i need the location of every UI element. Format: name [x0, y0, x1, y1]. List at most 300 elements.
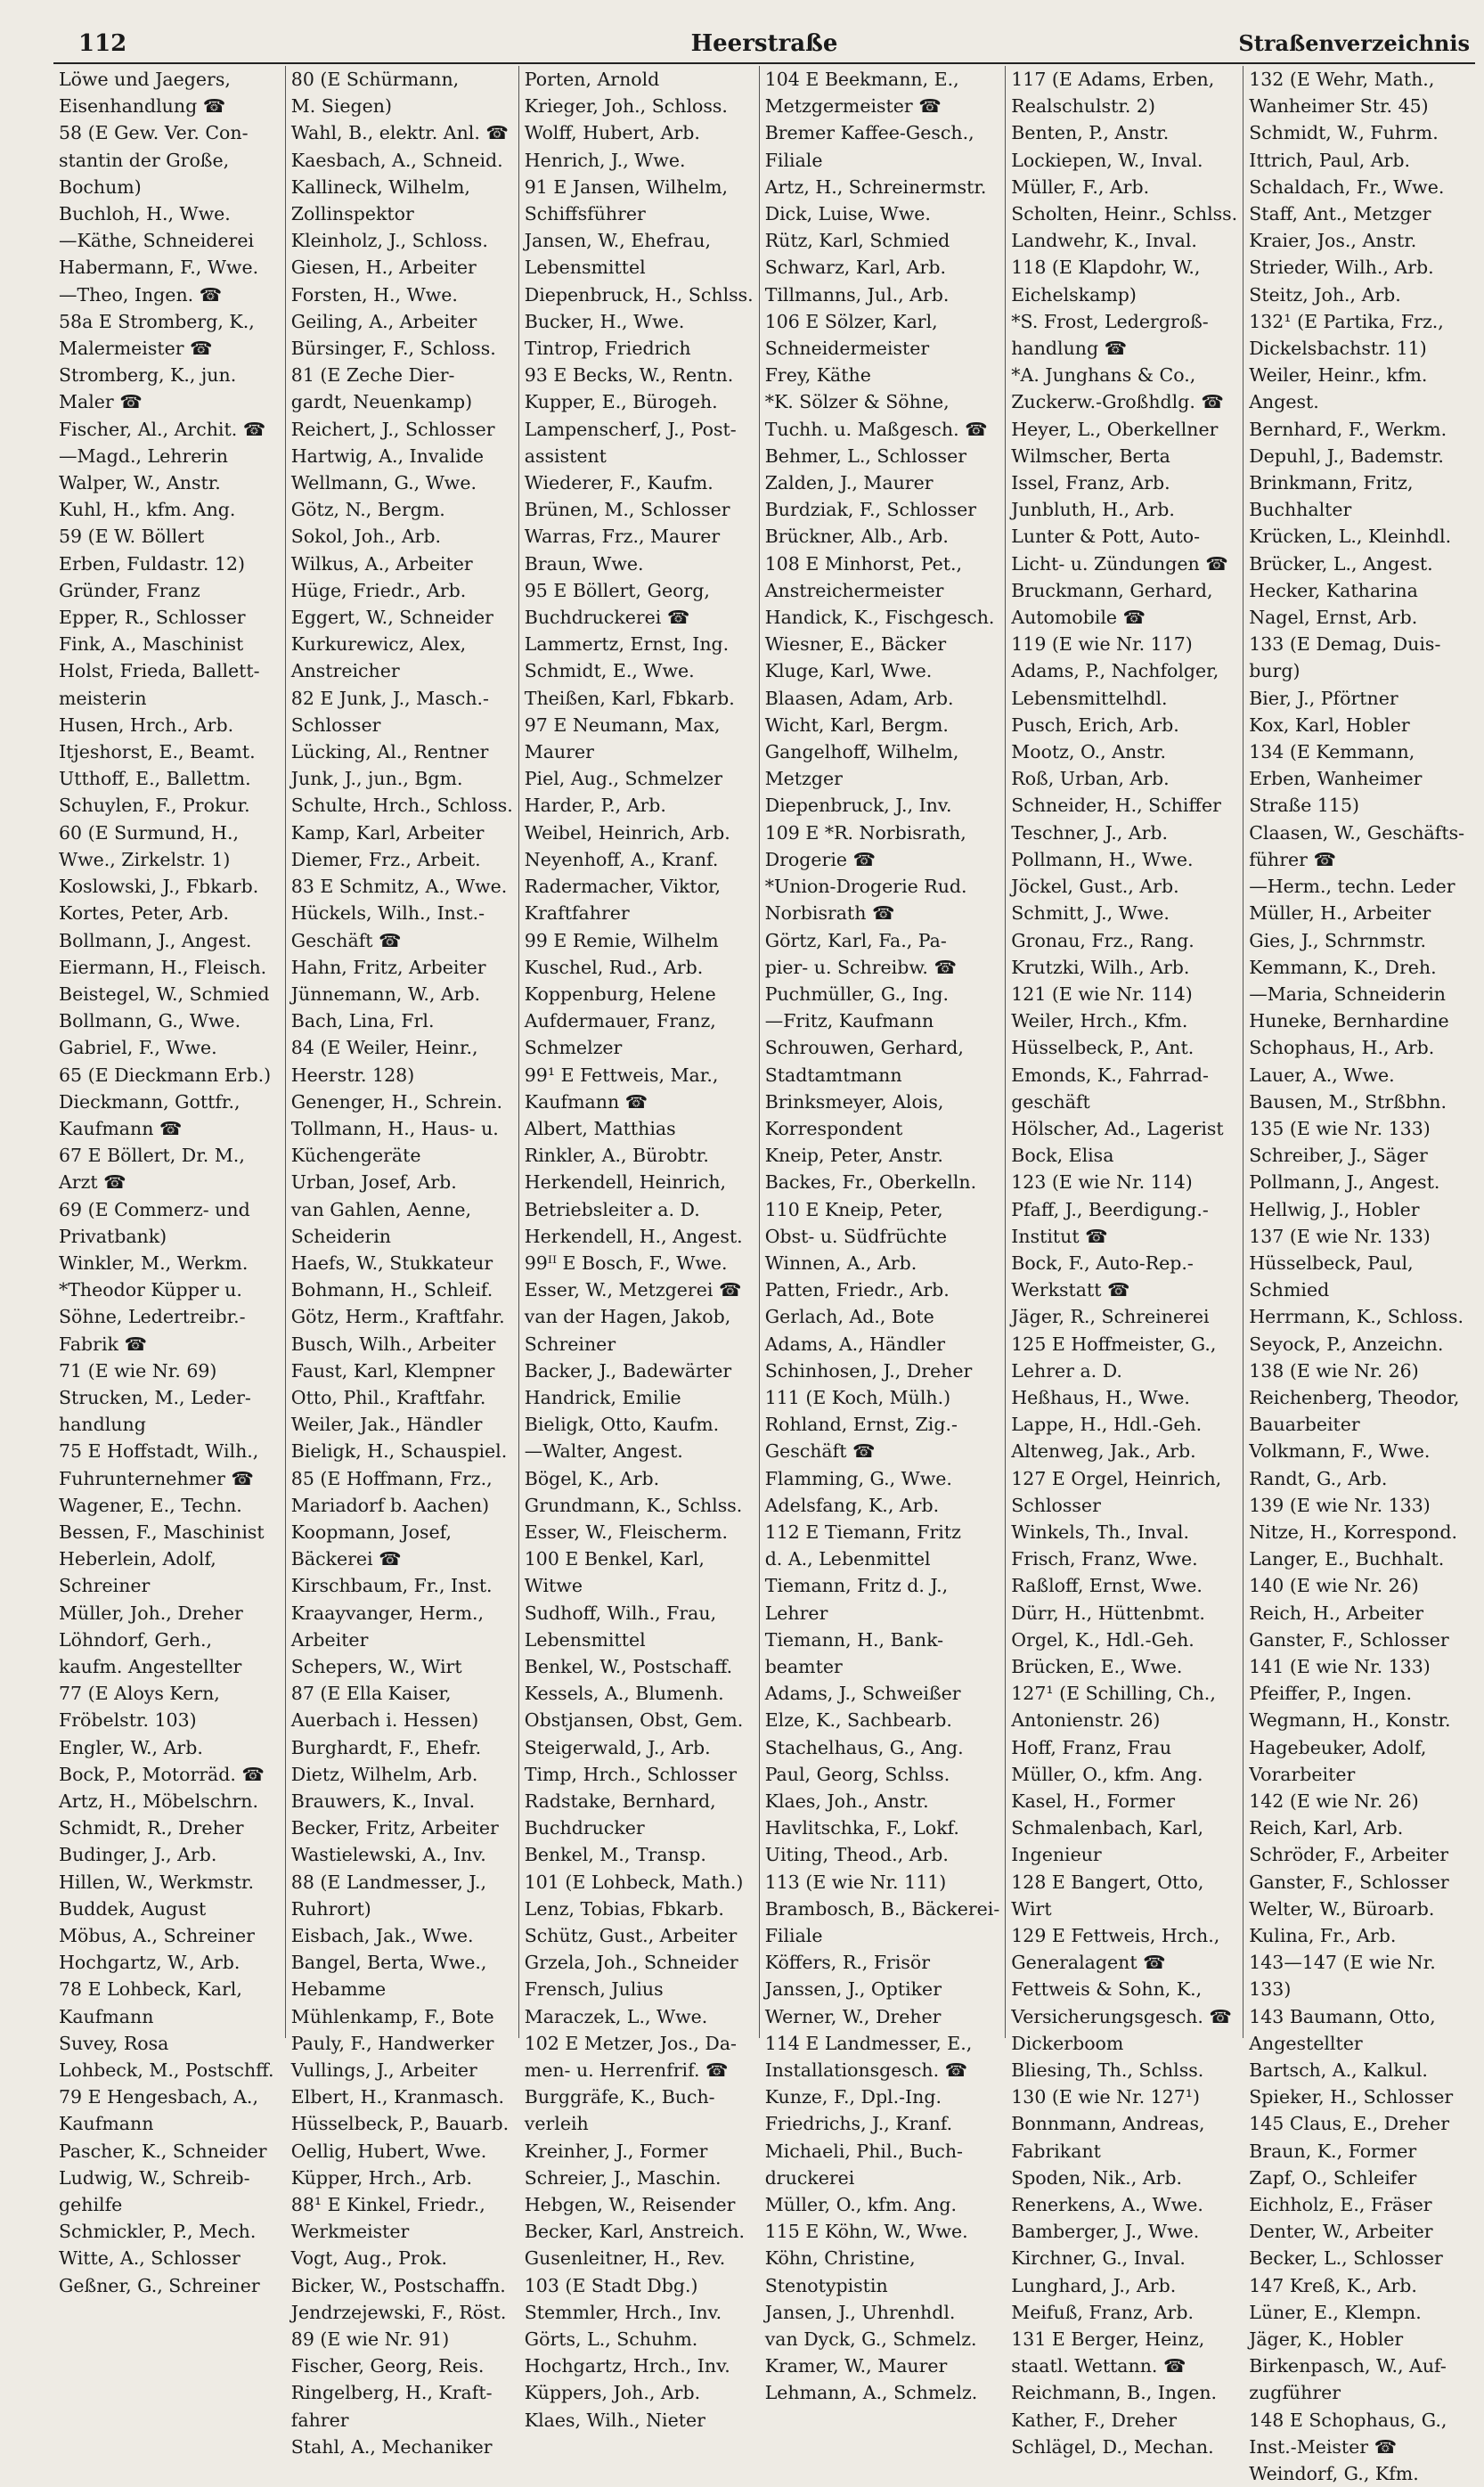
directory-entry: Becker, L., Schlosser: [1249, 2247, 1443, 2270]
directory-entry: zugführer: [1249, 2382, 1341, 2404]
directory-entry: d. A., Lebenmittel: [764, 1548, 931, 1570]
directory-entry: 99 E Remie, Wilhelm: [524, 929, 719, 951]
directory-entry: Generalagent ☎: [1011, 1952, 1166, 1974]
directory-entry: Suvey, Rosa: [59, 2032, 169, 2054]
directory-entry: 101 (E Lohbeck, Math.): [524, 1871, 744, 1893]
directory-entry: Henrich, J., Wwe.: [524, 149, 686, 171]
directory-entry: Seyock, P., Anzeichn.: [1249, 1333, 1444, 1355]
directory-entry: Neyenhoff, A., Kranf.: [524, 848, 719, 870]
directory-entry: Witwe: [524, 1575, 583, 1597]
directory-entry: Walper, W., Anstr.: [59, 472, 221, 494]
directory-entry: 139 (E wie Nr. 133): [1249, 1494, 1431, 1516]
directory-entry: Görtz, Karl, Fa., Pa-: [764, 929, 947, 951]
directory-entry: 106 E Sölzer, Karl,: [764, 310, 938, 332]
directory-entry: 113 (E wie Nr. 111): [764, 1871, 947, 1893]
directory-entry: Radstake, Bernhard,: [524, 1790, 716, 1812]
directory-entry: Stemmler, Hrch., Inv.: [524, 2301, 722, 2323]
directory-entry: Reich, Karl, Arb.: [1249, 1817, 1404, 1839]
directory-entry: 143 Baumann, Otto,: [1249, 2005, 1436, 2027]
directory-entry: Fischer, Georg, Reis.: [290, 2355, 485, 2377]
directory-entry: Frisch, Franz, Wwe.: [1011, 1548, 1198, 1570]
directory-entry: Pollmann, H., Wwe.: [1011, 848, 1194, 870]
directory-entry: Epper, R., Schlosser: [59, 607, 246, 629]
directory-entry: Kuhl, H., kfm. Ang.: [59, 499, 236, 521]
directory-entry: Betriebsleiter a. D.: [524, 1198, 700, 1220]
directory-entry: Löwe und Jaegers,: [59, 69, 231, 90]
directory-entry: Hahn, Fritz, Arbeiter: [290, 956, 486, 978]
directory-entry: Tintrop, Friedrich: [524, 338, 691, 360]
directory-entry: Schrouwen, Gerhard,: [764, 1037, 964, 1059]
directory-entry: 99ᴵᴵ E Bosch, F., Wwe.: [524, 1252, 728, 1274]
directory-entry: Schreiner: [59, 1575, 151, 1597]
directory-entry: Tiemann, H., Bank-: [764, 1628, 944, 1651]
directory-entry: 109 E *R. Norbisrath,: [764, 821, 966, 844]
directory-entry: 65 (E Dieckmann Erb.): [59, 1064, 272, 1086]
directory-entry: Malermeister ☎: [59, 338, 213, 360]
directory-entry: Schaldach, Fr., Wwe.: [1249, 175, 1445, 198]
directory-entry: stantin der Große,: [59, 149, 230, 171]
directory-entry: Eisenhandlung ☎: [59, 95, 226, 118]
directory-entry: 112 E Tiemann, Fritz: [764, 1521, 961, 1543]
column-1: [53, 66, 286, 2296]
directory-entry: Oellig, Hubert, Wwe.: [290, 2140, 487, 2162]
directory-entry: Bock, P., Motorräd. ☎: [59, 1763, 265, 1785]
directory-entry: Handrick, Emilie: [524, 1386, 681, 1408]
directory-entry: Söhne, Ledertreibr.-: [59, 1306, 246, 1328]
directory-entry: Bernhard, F., Werkm.: [1249, 418, 1447, 440]
directory-entry: Husen, Hrch., Arb.: [59, 713, 234, 736]
directory-entry: Wwe., Zirkelstr. 1): [59, 848, 231, 870]
directory-entry: M. Siegen): [290, 95, 392, 118]
directory-entry: Arbeiter: [290, 1628, 369, 1651]
directory-entry: Fettweis & Sohn, K.,: [1011, 1978, 1203, 2001]
directory-entry: Tuchh. u. Maßgesch. ☎: [764, 418, 988, 440]
directory-entry: 138 (E wie Nr. 26): [1249, 1359, 1419, 1382]
directory-entry: 137 (E wie Nr. 133): [1249, 1225, 1431, 1247]
column-6: [1243, 66, 1475, 2485]
directory-entry: Bonnmann, Andreas,: [1011, 2113, 1205, 2135]
directory-entry: Haefs, W., Stukkateur: [290, 1252, 493, 1274]
directory-entry: Heerstr. 128): [290, 1064, 415, 1086]
directory-entry: Tiemann, Fritz d. J.,: [764, 1575, 949, 1597]
page-title: Heerstraße: [690, 30, 838, 57]
directory-entry: Adams, P., Nachfolger,: [1011, 660, 1219, 682]
directory-entry: 60 (E Surmund, H.,: [59, 821, 240, 844]
directory-entry: Sokol, Joh., Arb.: [290, 526, 442, 548]
directory-entry: Sudhoff, Wilh., Frau,: [524, 1602, 717, 1624]
directory-entry: Strieder, Wilh., Arb.: [1249, 257, 1434, 279]
directory-entry: Drogerie ☎: [764, 848, 877, 870]
directory-entry: 130 (E wie Nr. 127¹): [1011, 2086, 1201, 2108]
directory-entry: Pascher, K., Schneider: [59, 2140, 267, 2162]
directory-entry: Schreiner: [524, 1333, 616, 1355]
directory-entry: Diepenbruck, J., Inv.: [764, 795, 952, 817]
directory-entry: Hebgen, W., Reisender: [524, 2194, 736, 2216]
directory-entry: Zollinspektor: [290, 203, 414, 225]
directory-entry: geschäft: [1011, 1090, 1090, 1113]
directory-entry: Kemmann, K., Dreh.: [1249, 956, 1437, 978]
directory-entry: Stadtamtmann: [764, 1064, 902, 1086]
directory-entry: Diepenbruck, H., Schlss.: [524, 283, 754, 306]
directory-entry: Metzger: [764, 768, 843, 790]
directory-entry: Kurkurewicz, Alex,: [290, 633, 467, 656]
directory-entry: 118 (E Klapdohr, W.,: [1011, 257, 1201, 279]
directory-entry: Kortes, Peter, Arb.: [59, 902, 230, 925]
directory-entry: —Magd., Lehrerin: [59, 444, 228, 467]
directory-entry: Gronau, Frz., Rang.: [1011, 929, 1195, 951]
directory-entry: Mühlenkamp, F., Bote: [290, 2005, 494, 2027]
directory-entry: Heyer, L., Oberkellner: [1011, 418, 1219, 440]
directory-entry: 81 (E Zeche Dier-: [290, 364, 455, 387]
directory-entry: Bohmann, H., Schleif.: [290, 1279, 493, 1301]
directory-entry: 99¹ E Fettweis, Mar.,: [524, 1064, 719, 1086]
directory-entry: meisterin: [59, 687, 147, 709]
directory-entry: Bartsch, A., Kalkul.: [1249, 2059, 1428, 2082]
directory-entry: Herkendell, H., Angest.: [524, 1225, 743, 1247]
directory-entry: Diemer, Frz., Arbeit.: [290, 848, 481, 870]
directory-entry: Lappe, H., Hdl.-Geh.: [1011, 1414, 1203, 1436]
directory-entry: Müller, H., Arbeiter: [1249, 902, 1431, 925]
directory-entry: 75 E Hoffstadt, Wilh.,: [59, 1440, 259, 1463]
column-2: [286, 66, 519, 2458]
directory-entry: Obstjansen, Obst, Gem.: [524, 1709, 744, 1732]
directory-entry: 115 E Köhn, W., Wwe.: [764, 2221, 968, 2243]
directory-entry: Backes, Fr., Oberkelln.: [764, 1171, 977, 1194]
directory-entry: 117 (E Adams, Erben,: [1011, 69, 1215, 90]
directory-entry: Birkenpasch, W., Auf-: [1249, 2355, 1447, 2377]
directory-entry: handlung ☎: [1011, 338, 1128, 360]
directory-entry: 133): [1249, 1978, 1292, 2001]
directory-entry: Mootz, O., Anstr.: [1011, 741, 1166, 763]
directory-entry: Buchhalter: [1249, 499, 1352, 521]
directory-entry: Renerkens, A., Wwe.: [1011, 2194, 1203, 2216]
directory-entry: Burggräfe, K., Buch-: [524, 2086, 715, 2108]
directory-entry: pier- u. Schreibw. ☎: [764, 956, 957, 978]
directory-entry: 127 E Orgel, Heinrich,: [1011, 1467, 1222, 1489]
directory-entry: Kluge, Karl, Wwe.: [764, 660, 933, 682]
directory-entry: Hochgartz, W., Arb.: [59, 1952, 241, 1974]
directory-entry: kaufm. Angestellter: [59, 1655, 242, 1677]
directory-entry: Becker, Karl, Anstreich.: [524, 2221, 745, 2243]
directory-entry: 100 E Benkel, Karl,: [524, 1548, 705, 1570]
directory-entry: Gangelhoff, Wilhelm,: [764, 741, 959, 763]
directory-entry: Artz, H., Schreinermstr.: [764, 175, 987, 198]
directory-entry: Anstreicher: [290, 660, 400, 682]
directory-columns: [53, 66, 1475, 2485]
directory-entry: staatl. Wettann. ☎: [1011, 2355, 1186, 2377]
directory-entry: 147 Kreß, K., Arb.: [1249, 2274, 1417, 2296]
page-header: [53, 27, 1475, 64]
directory-entry: Volkmann, F., Wwe.: [1249, 1440, 1431, 1463]
directory-entry: Jäger, R., Schreinerei: [1011, 1306, 1210, 1328]
directory-entry: —Fritz, Kaufmann: [764, 1010, 934, 1032]
directory-entry: Hagebeuker, Adolf,: [1249, 1736, 1427, 1758]
directory-entry: Grzela, Joh., Schneider: [524, 1952, 738, 1974]
directory-entry: Reichert, J., Schlosser: [290, 418, 495, 440]
directory-entry: Brinkmann, Fritz,: [1249, 472, 1414, 494]
directory-entry: Geiling, A., Arbeiter: [290, 310, 477, 332]
directory-entry: Langer, E., Buchhalt.: [1249, 1548, 1445, 1570]
directory-entry: Becker, Fritz, Arbeiter: [290, 1817, 499, 1839]
directory-entry: Hückels, Wilh., Inst.-: [290, 902, 485, 925]
directory-entry: Brückner, Alb., Arb.: [764, 526, 949, 548]
directory-entry: Pfeiffer, P., Ingen.: [1249, 1683, 1413, 1705]
directory-entry: Versicherungsgesch. ☎: [1011, 2005, 1232, 2027]
directory-entry: Götz, N., Bergm.: [290, 499, 445, 521]
directory-entry: Lammertz, Ernst, Ing.: [524, 633, 730, 656]
directory-entry: Mariadorf b. Aachen): [290, 1494, 490, 1516]
directory-entry: Schophaus, H., Arb.: [1249, 1037, 1435, 1059]
directory-entry: Schuylen, F., Prokur.: [59, 795, 250, 817]
directory-entry: Lenz, Tobias, Fbkarb.: [524, 1897, 724, 1920]
directory-entry: Vogt, Aug., Prok.: [290, 2247, 447, 2270]
directory-entry: Angestellter: [1249, 2032, 1363, 2054]
directory-entry: Kunze, F., Dpl.-Ing.: [764, 2086, 942, 2108]
directory-entry: Jäger, K., Hobler: [1249, 2328, 1404, 2351]
directory-entry: 58 (E Gew. Ver. Con-: [59, 122, 249, 144]
directory-entry: Holst, Frieda, Ballett-: [59, 660, 260, 682]
directory-entry: Esser, W., Fleischerm.: [524, 1521, 729, 1543]
directory-entry: Krücken, L., Kleinhdl.: [1249, 526, 1452, 548]
directory-entry: Schmitt, J., Wwe.: [1011, 902, 1170, 925]
directory-entry: Strucken, M., Leder-: [59, 1386, 251, 1408]
directory-entry: Korrespondent: [764, 1117, 903, 1139]
directory-entry: 79 E Hengesbach, A.,: [59, 2086, 258, 2108]
directory-entry: Wahl, B., elektr. Anl. ☎: [290, 122, 509, 144]
directory-entry: Meifuß, Franz, Arb.: [1011, 2301, 1194, 2323]
directory-entry: Rinkler, A., Bürobtr.: [524, 1145, 709, 1167]
directory-entry: Dickelsbachstr. 11): [1249, 338, 1427, 360]
directory-entry: Ruhrort): [290, 1897, 371, 1920]
directory-entry: Landwehr, K., Inval.: [1011, 230, 1197, 252]
directory-entry: Steigerwald, J., Arb.: [524, 1736, 711, 1758]
directory-entry: 87 (E Ella Kaiser,: [290, 1683, 452, 1705]
directory-entry: Kather, F., Dreher: [1011, 2409, 1178, 2431]
directory-entry: Urban, Josef, Arb.: [290, 1171, 457, 1194]
directory-entry: Klaes, Joh., Anstr.: [764, 1790, 929, 1812]
directory-entry: 134 (E Kemmann,: [1249, 741, 1415, 763]
directory-entry: Heberlein, Adolf,: [59, 1548, 216, 1570]
directory-entry: 132¹ (E Partika, Frz.,: [1249, 310, 1444, 332]
directory-entry: *S. Frost, Ledergroß-: [1011, 310, 1209, 332]
directory-entry: 84 (E Weiler, Heinr.,: [290, 1037, 478, 1059]
directory-entry: Hüsselbeck, P., Ant.: [1011, 1037, 1195, 1059]
directory-entry: *A. Junghans & Co.,: [1011, 364, 1196, 387]
directory-entry: Spoden, Nik., Arb.: [1011, 2166, 1182, 2189]
directory-entry: Reich, H., Arbeiter: [1249, 1602, 1424, 1624]
directory-entry: Eichholz, E., Fräser: [1249, 2194, 1432, 2216]
directory-entry: fahrer: [290, 2409, 349, 2431]
directory-entry: Eggert, W., Schneider: [290, 607, 493, 629]
directory-entry: —Walter, Angest.: [524, 1440, 683, 1463]
directory-entry: Kaesbach, A., Schneid.: [290, 149, 503, 171]
directory-entry: Stromberg, K., jun.: [59, 364, 237, 387]
directory-entry: van Dyck, G., Schmelz.: [764, 2328, 977, 2351]
directory-entry: Weindorf, G., Kfm.: [1249, 2463, 1419, 2485]
directory-entry: Artz, H., Möbelschrn.: [59, 1790, 258, 1812]
directory-entry: Bruckmann, Gerhard,: [1011, 579, 1213, 601]
directory-entry: Maurer: [524, 741, 594, 763]
directory-entry: 89 (E wie Nr. 91): [290, 2328, 450, 2351]
directory-entry: Patten, Friedr., Arb.: [764, 1279, 950, 1301]
directory-entry: Bieligk, Otto, Kaufm.: [524, 1414, 720, 1436]
directory-entry: 103 (E Stadt Dbg.): [524, 2274, 698, 2296]
directory-entry: Junbluth, H., Arb.: [1011, 499, 1175, 521]
directory-entry: Auerbach i. Hessen): [290, 1709, 479, 1732]
directory-entry: Burdziak, F., Schlosser: [764, 499, 977, 521]
directory-entry: Ittrich, Paul, Arb.: [1249, 149, 1410, 171]
directory-entry: Hochgartz, Hrch., Inv.: [524, 2355, 730, 2377]
directory-entry: Gründer, Franz: [59, 579, 200, 601]
directory-entry: Weiler, Heinr., kfm.: [1249, 364, 1428, 387]
directory-entry: Bollmann, J., Angest.: [59, 929, 252, 951]
directory-entry: Kraayvanger, Herm.,: [290, 1602, 485, 1624]
directory-entry: Kreinher, J., Former: [524, 2140, 708, 2162]
directory-entry: —Theo, Ingen. ☎: [59, 283, 223, 306]
directory-entry: Schneider, H., Schiffer: [1011, 795, 1221, 817]
directory-entry: Löhndorf, Gerh.,: [59, 1628, 213, 1651]
directory-entry: Eisbach, Jak., Wwe.: [290, 1925, 474, 1947]
directory-entry: Bremer Kaffee-Gesch.,: [764, 122, 974, 144]
directory-entry: Fuhrunternehmer ☎: [59, 1467, 254, 1489]
directory-entry: Welter, W., Büroarb.: [1249, 1897, 1435, 1920]
directory-entry: Kramer, W., Maurer: [764, 2355, 948, 2377]
directory-entry: Herrmann, K., Schloss.: [1249, 1306, 1464, 1328]
directory-entry: Friedrichs, J., Kranf.: [764, 2113, 953, 2135]
directory-entry: Engler, W., Arb.: [59, 1736, 203, 1758]
directory-entry: Elze, K., Sachbearb.: [764, 1709, 952, 1732]
directory-entry: Lockiepen, W., Inval.: [1011, 149, 1203, 171]
directory-entry: Behmer, L., Schlosser: [764, 444, 966, 467]
directory-entry: Koopmann, Josef,: [290, 1521, 453, 1543]
directory-entry: Fröbelstr. 103): [59, 1709, 197, 1732]
directory-entry: Erben, Wanheimer: [1249, 768, 1423, 790]
directory-entry: Adelsfang, K., Arb.: [764, 1494, 940, 1516]
directory-entry: Angest.: [1249, 391, 1319, 413]
directory-entry: —Maria, Schneiderin: [1249, 983, 1446, 1005]
directory-entry: Fischer, Al., Archit. ☎: [59, 418, 266, 440]
directory-entry: Depuhl, J., Bademstr.: [1249, 444, 1444, 467]
directory-entry: Erben, Fuldastr. 12): [59, 552, 246, 575]
directory-entry: Braun, Wwe.: [524, 552, 644, 575]
directory-entry: Frensch, Julius: [524, 1978, 664, 2001]
directory-entry: 59 (E W. Böllert: [59, 526, 205, 548]
directory-entry: Wilkus, A., Arbeiter: [290, 552, 473, 575]
directory-entry: 88¹ E Kinkel, Friedr.,: [290, 2194, 485, 2216]
directory-entry: Teschner, J., Arb.: [1011, 821, 1169, 844]
directory-entry: Lauer, A., Wwe.: [1249, 1064, 1395, 1086]
directory-entry: Bieligk, H., Schauspiel.: [290, 1440, 508, 1463]
directory-entry: Schlosser: [1011, 1494, 1101, 1516]
directory-entry: Hüge, Friedr., Arb.: [290, 579, 467, 601]
directory-entry: van der Hagen, Jakob,: [524, 1306, 731, 1328]
directory-entry: van Gahlen, Aenne,: [290, 1198, 472, 1220]
directory-entry: Itjeshorst, E., Beamt.: [59, 741, 256, 763]
directory-entry: Ludwig, W., Schreib-: [59, 2166, 250, 2189]
directory-entry: Nagel, Ernst, Arb.: [1249, 607, 1418, 629]
directory-entry: Heßhaus, H., Wwe.: [1011, 1386, 1190, 1408]
directory-entry: Kaufmann ☎: [59, 1117, 183, 1139]
directory-entry: 80 (E Schürmann,: [290, 69, 460, 90]
directory-entry: Schiffsführer: [524, 203, 646, 225]
directory-entry: 88 (E Landmesser, J.,: [290, 1871, 487, 1893]
directory-entry: Koppenburg, Helene: [524, 983, 716, 1005]
directory-entry: Arzt ☎: [59, 1171, 126, 1194]
directory-entry: 111 (E Koch, Mülh.): [764, 1386, 951, 1408]
directory-entry: Schneidermeister: [764, 338, 930, 360]
directory-entry: *Union-Drogerie Rud.: [764, 876, 967, 898]
directory-entry: Schröder, F., Arbeiter: [1249, 1844, 1449, 1866]
directory-entry: Jöckel, Gust., Arb.: [1011, 876, 1179, 898]
directory-entry: 58a E Stromberg, K.,: [59, 310, 255, 332]
directory-entry: Lehmann, A., Schmelz.: [764, 2382, 978, 2404]
directory-entry: Ringelberg, H., Kraft-: [290, 2382, 493, 2404]
directory-entry: Denter, W., Arbeiter: [1249, 2221, 1433, 2243]
directory-entry: *K. Sölzer & Söhne,: [764, 391, 950, 413]
directory-entry: Obst- u. Südfrüchte: [764, 1225, 948, 1247]
directory-entry: Blaasen, Adam, Arb.: [764, 687, 954, 709]
directory-entry: Küchengeräte: [290, 1145, 421, 1167]
directory-entry: Wagener, E., Techn.: [59, 1494, 242, 1516]
directory-entry: Michaeli, Phil., Buch-: [764, 2140, 963, 2162]
directory-entry: Lehrer: [764, 1602, 828, 1624]
directory-entry: Forsten, H., Wwe.: [290, 283, 458, 306]
directory-entry: Norbisrath ☎: [764, 902, 895, 925]
directory-entry: Geschäft ☎: [290, 929, 402, 951]
directory-entry: Hecker, Katharina: [1249, 579, 1418, 601]
column-3: [519, 66, 760, 2431]
directory-entry: Müller, O., kfm. Ang.: [1011, 1763, 1203, 1785]
directory-entry: Gabriel, F., Wwe.: [59, 1037, 217, 1059]
directory-entry: Wegmann, H., Konstr.: [1249, 1709, 1451, 1732]
directory-entry: Weiler, Jak., Händler: [290, 1414, 483, 1436]
directory-entry: 114 E Landmesser, E.,: [764, 2032, 973, 2054]
directory-entry: Filiale: [764, 1925, 823, 1947]
directory-entry: Krieger, Joh., Schloss.: [524, 95, 728, 118]
directory-entry: 129 E Fettweis, Hrch.,: [1011, 1925, 1220, 1947]
directory-entry: 141 (E wie Nr. 133): [1249, 1655, 1431, 1677]
directory-entry: Antonienstr. 26): [1011, 1709, 1161, 1732]
directory-entry: Kaufmann: [59, 2005, 154, 2027]
directory-entry: Wiederer, F., Kaufm.: [524, 472, 713, 494]
directory-entry: Bliesing, Th., Schlss.: [1011, 2059, 1204, 2082]
directory-entry: Genenger, H., Schrein.: [290, 1090, 503, 1113]
directory-entry: Kessels, A., Blumenh.: [524, 1683, 724, 1705]
directory-entry: Geschäft ☎: [764, 1440, 876, 1463]
directory-entry: Fabrikant: [1011, 2140, 1101, 2162]
directory-entry: Pauly, F., Handwerker: [290, 2032, 494, 2054]
directory-entry: Stahl, A., Mechaniker: [290, 2435, 493, 2458]
directory-entry: Bamberger, J., Wwe.: [1011, 2221, 1200, 2243]
directory-entry: Brücker, L., Angest.: [1249, 552, 1433, 575]
directory-entry: 91 E Jansen, Wilhelm,: [524, 175, 729, 198]
directory-entry: Altenweg, Jak., Arb.: [1011, 1440, 1196, 1463]
directory-entry: Herkendell, Heinrich,: [524, 1171, 727, 1194]
directory-entry: Habermann, F., Wwe.: [59, 257, 259, 279]
directory-entry: 110 E Kneip, Peter,: [764, 1198, 943, 1220]
directory-entry: burg): [1249, 660, 1301, 682]
directory-entry: 82 E Junk, J., Masch.-: [290, 687, 489, 709]
directory-entry: Piel, Aug., Schmelzer: [524, 768, 723, 790]
directory-entry: Radermacher, Viktor,: [524, 876, 722, 898]
directory-entry: Brinksmeyer, Alois,: [764, 1090, 944, 1113]
directory-entry: Utthoff, E., Ballettm.: [59, 768, 251, 790]
directory-entry: Hebamme: [290, 1978, 387, 2001]
directory-entry: Nitze, H., Korrespond.: [1249, 1521, 1458, 1543]
directory-entry: 95 E Böllert, Georg,: [524, 579, 710, 601]
directory-entry: Dietz, Wilhelm, Arb.: [290, 1763, 478, 1785]
column-4: [760, 66, 1007, 2404]
